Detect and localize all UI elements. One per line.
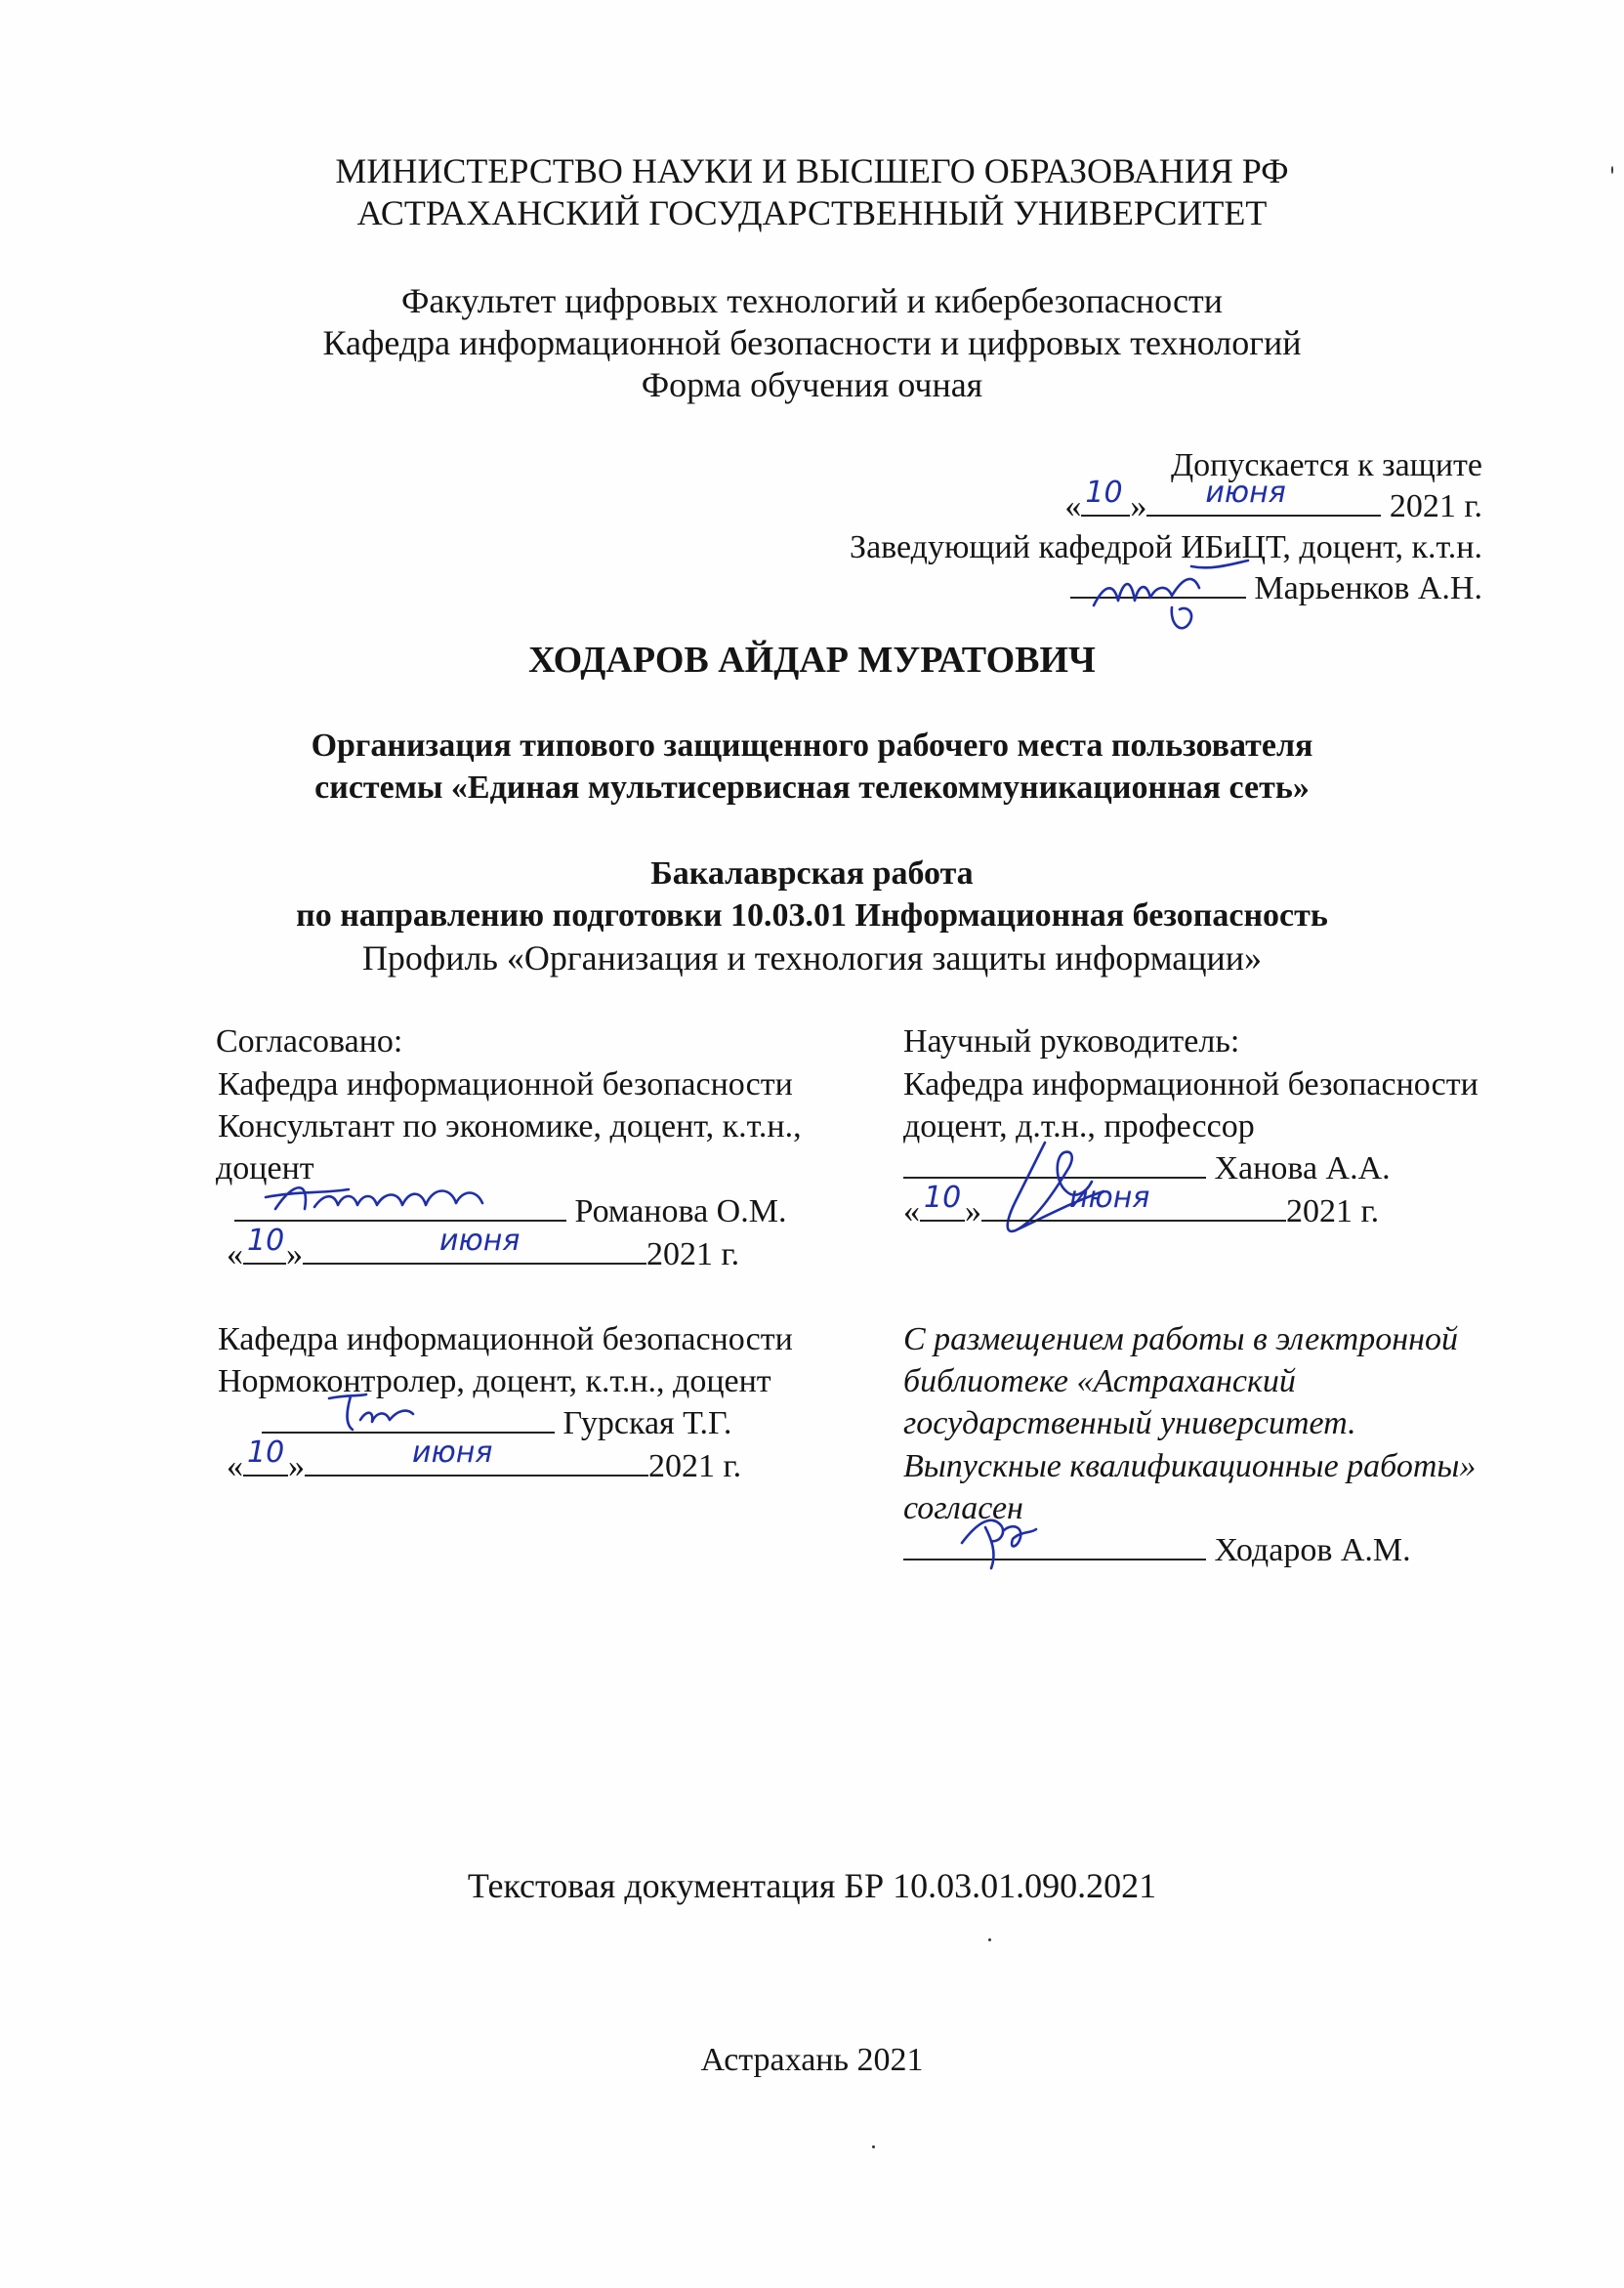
normcontrol-day-field	[243, 1435, 288, 1477]
study-form-line: Форма обучения очная	[641, 365, 983, 404]
agreed-day-field	[243, 1224, 286, 1265]
approval-day-field	[1081, 476, 1130, 517]
approval-year: 2021 г.	[1389, 488, 1482, 524]
normcontrol-day-handwritten: 10	[247, 1435, 285, 1470]
supervisor-role: доцент, д.т.н., профессор	[903, 1108, 1255, 1144]
approval-month-handwritten: июня	[1205, 476, 1286, 510]
supervisor-signature-field	[903, 1147, 1206, 1179]
normcontrol-department: Кафедра информационной безопасности	[218, 1321, 793, 1357]
thesis-title-line2: системы «Единая мультисервисная телекоммуникационная сеть»	[314, 770, 1310, 806]
thesis-title-line1: Организация типового защищенного рабочего места пользователя	[311, 728, 1313, 764]
normcontrol-signature-field	[262, 1402, 555, 1434]
consent-line1: С размещением работы в электронной	[903, 1321, 1458, 1357]
supervisor-year: 2021 г.	[1286, 1193, 1380, 1229]
normcontrol-signature-line	[262, 1402, 731, 1445]
consent-signature-line	[903, 1529, 1411, 1572]
department-line: Кафедра информационной безопасности и цифровых технологий	[322, 323, 1302, 362]
approval-date-open: «	[1064, 488, 1082, 524]
document-id: Текстовая документация БР 10.03.01.090.2021	[467, 1866, 1157, 1905]
normcontrol-date-line: « 10 » июня 2021 г.	[227, 1445, 741, 1488]
faculty-line: Факультет цифровых технологий и кибербезопасности	[400, 281, 1224, 320]
supervisor-heading: Научный руководитель:	[903, 1023, 1240, 1060]
consent-line3: государственный университет.	[903, 1405, 1356, 1441]
agreed-role-line1: Консультант по экономике, доцент, к.т.н.,	[218, 1108, 802, 1144]
department-head-title: Заведующий кафедрой ИБиЦТ, доцент, к.т.н.	[850, 529, 1482, 565]
ministry-heading: МИНИСТЕРСТВО НАУКИ И ВЫСШЕГО ОБРАЗОВАНИЯ РФ	[335, 151, 1289, 190]
scan-speck	[1611, 166, 1613, 174]
agreed-year: 2021 г.	[646, 1236, 740, 1272]
normcontrol-year: 2021 г.	[648, 1448, 742, 1484]
work-type: Бакалаврская работа	[650, 855, 974, 892]
agreed-role-line2: доцент	[216, 1150, 314, 1186]
approval-month-field	[1146, 476, 1381, 517]
head-signature-field	[1070, 567, 1246, 599]
scan-speck	[872, 2145, 875, 2148]
department-head-name: Марьенков А.Н.	[1254, 570, 1482, 606]
agreed-heading: Согласовано:	[216, 1023, 403, 1060]
agreed-department: Кафедра информационной безопасности	[218, 1066, 793, 1102]
department-head-signature-line	[1070, 567, 1482, 610]
agreed-date-line: « 10 » июня 2021 г.	[227, 1233, 739, 1276]
admitted-to-defense: Допускается к защите	[1170, 447, 1482, 483]
city-year: Астрахань 2021	[700, 2042, 924, 2078]
normcontrol-role: Нормоконтролер, доцент, к.т.н., доцент	[218, 1363, 771, 1399]
approval-day-handwritten: 10	[1085, 476, 1123, 510]
supervisor-month-handwritten: июня	[1069, 1181, 1150, 1215]
study-direction: по направлению подготовки 10.03.01 Информационная безопасность	[296, 897, 1328, 934]
university-heading: АСТРАХАНСКИЙ ГОСУДАРСТВЕННЫЙ УНИВЕРСИТЕТ	[356, 193, 1268, 232]
supervisor-day-field	[920, 1181, 965, 1222]
scan-speck	[988, 1938, 991, 1941]
author-name: ХОДАРОВ АЙДАР МУРАТОВИЧ	[528, 640, 1096, 681]
normcontrol-name: Гурская Т.Г.	[562, 1405, 732, 1441]
approval-date-close: »	[1130, 488, 1147, 524]
approval-date-line	[1064, 476, 1482, 528]
consent-name: Ходаров А.М.	[1214, 1532, 1411, 1568]
consent-signature-field	[903, 1529, 1206, 1560]
study-profile: Профиль «Организация и технология защиты информации»	[361, 938, 1263, 978]
agreed-month-handwritten: июня	[439, 1224, 521, 1258]
consent-line5: согласен	[903, 1490, 1023, 1526]
supervisor-department: Кафедра информационной безопасности	[903, 1066, 1478, 1102]
consent-line4: Выпускные квалификационные работы»	[903, 1448, 1477, 1484]
consent-line2: библиотеке «Астраханский	[903, 1363, 1296, 1399]
supervisor-day-handwritten: 10	[924, 1181, 962, 1215]
agreed-signature-field	[234, 1190, 566, 1222]
normcontrol-month-handwritten: июня	[412, 1435, 493, 1470]
supervisor-name: Ханова А.А.	[1214, 1150, 1391, 1186]
agreed-day-handwritten: 10	[247, 1224, 285, 1258]
supervisor-date-line: « 10 » июня 2021 г.	[903, 1190, 1379, 1233]
agreed-name: Романова О.М.	[574, 1193, 787, 1229]
